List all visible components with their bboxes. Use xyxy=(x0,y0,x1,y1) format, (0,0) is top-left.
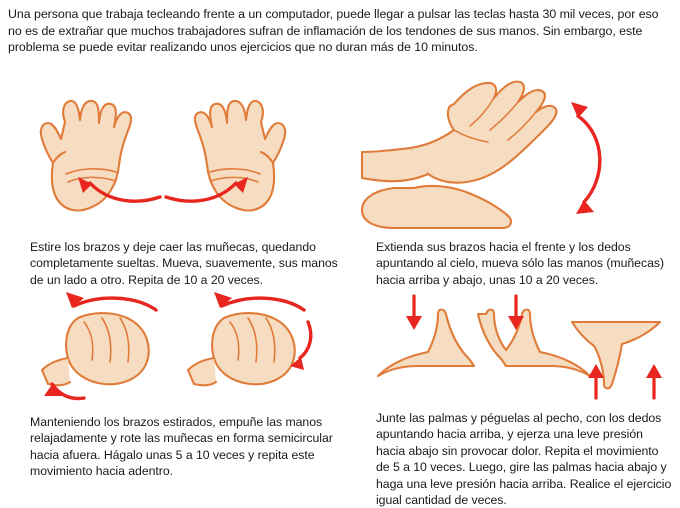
illustration-two-closed-fists-with-circular-rotation-arrows xyxy=(8,288,354,408)
exercise-card-fist-rotation xyxy=(8,288,354,508)
exercise-caption-fist-rotation: Manteniendo los brazos estirados, empuñe las manos relajadamente y rote las muñecas en forma semicircular hacia afuera. Hágalo unas 5 a 10 veces y repita este movimiento hacia adentro. xyxy=(30,415,333,479)
exercise-grid xyxy=(8,60,672,508)
illustration-two-open-hands-palms-down-with-side-to-side-arrows xyxy=(8,60,354,235)
exercise-caption-wrist-flex: Extienda sus brazos hacia el frente y los dedos apuntando al cielo, mueva sólo las manos (muñecas) hacia arriba y abajo, unas 10 a 20 veces. xyxy=(376,239,665,287)
illustration-praying-palms-with-down-arrows-and-inverted-palms-with-up-arrows xyxy=(354,288,680,408)
exercise-card-wrist-flex xyxy=(354,60,680,288)
exercise-caption-palms-press: Junte las palmas y péguelas al pecho, con los dedos apuntando hacia arriba, y ejerza una leve presión hacia abajo sin provocar dolor. Repita el movimiento de 5 a 10 veces. Luego, gire las palmas hacia abajo y haga una leve presión hacia arriba. Realice el ejercicio igual cantidad de veces. xyxy=(376,411,672,508)
exercise-caption-wrist-shake: Estire los brazos y deje caer las muñecas, quedando completamente sueltas. Mueva, suavemente, sus manos de un lado a otro. Repita de 10 a 20 veces. xyxy=(30,239,338,287)
exercise-card-palms-press xyxy=(354,288,680,508)
intro-paragraph: Una persona que trabaja tecleando frente a un computador, puede llegar a pulsar las teclas hasta 30 mil veces, por eso no es de extrañar que muchos trabajadores sufran de inflamación de los tendones de sus manos. Sin embargo, este problema se puede evitar realizando unos ejercicios que no duran más de 10 minutos. xyxy=(8,7,659,55)
illustration-arm-extended-hand-up-and-down-with-curved-arrow xyxy=(354,60,680,235)
exercise-card-wrist-shake xyxy=(8,60,354,288)
